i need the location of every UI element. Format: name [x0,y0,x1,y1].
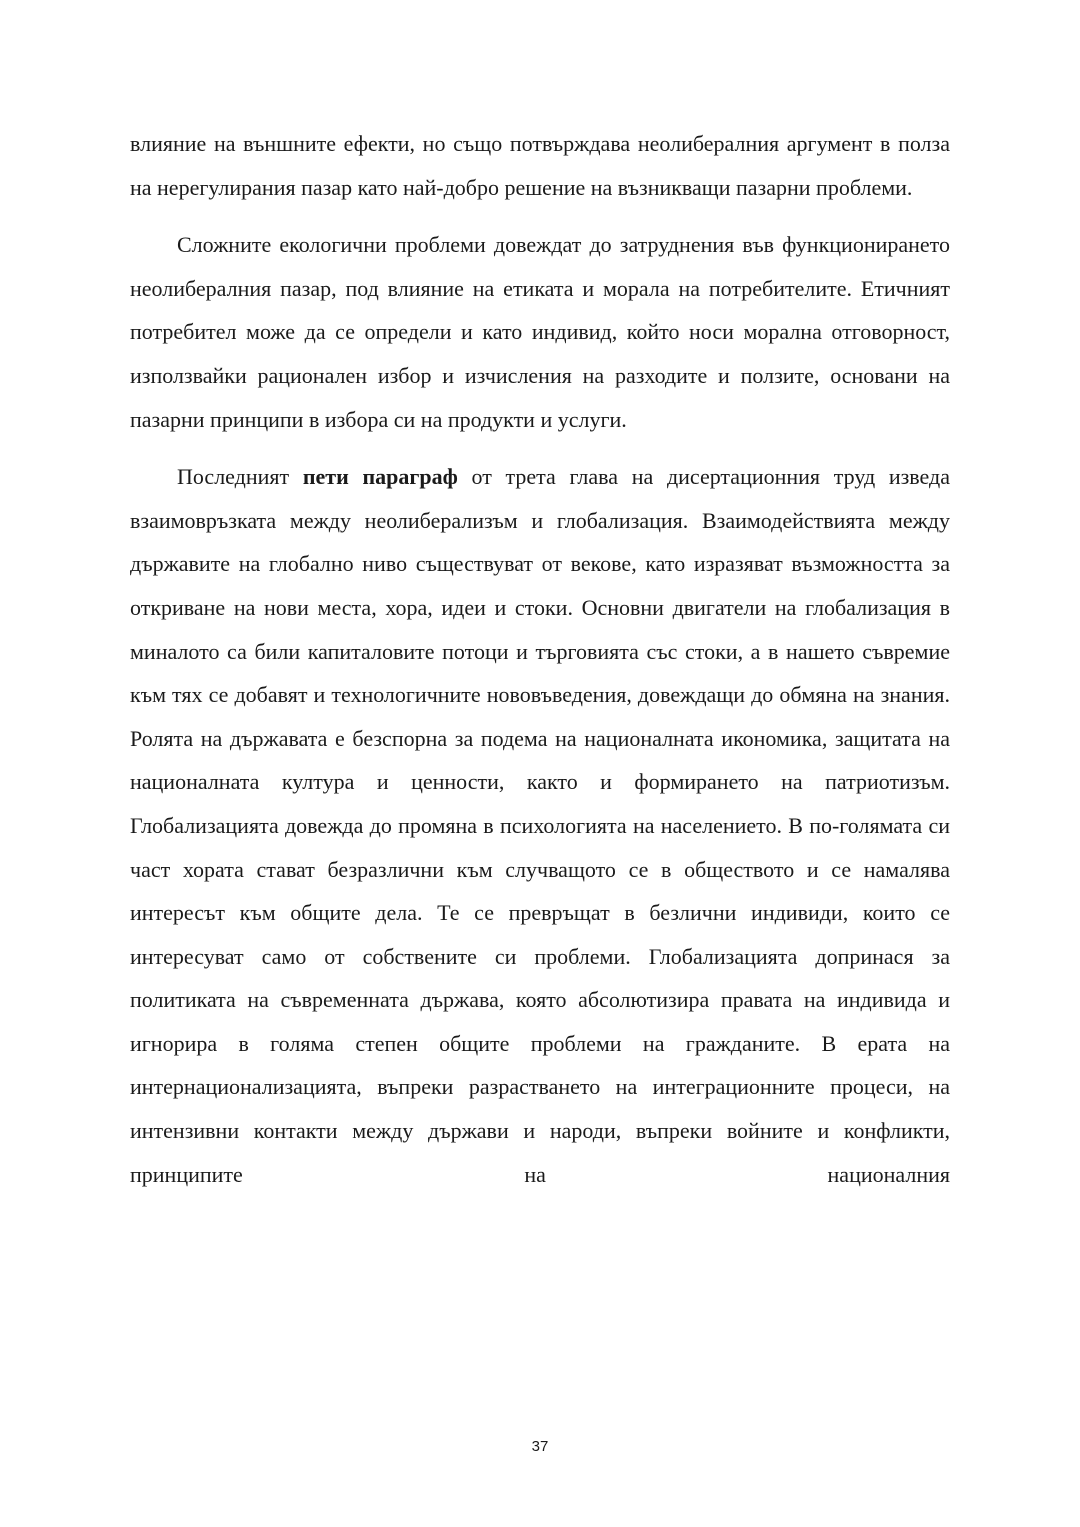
paragraph-1: влияние на външните ефекти, но също потвърждава неолибералния аргумент в полза на нерегулирания пазар като най-добро решение на възникващи пазарни проблеми. [130,131,950,200]
paragraph-3-body: от трета глава на дисертационния труд изведа взаимовръзката между неолиберализъм и глобализация. Взаимодействията между държавите на глобално ниво съществуват от векове, като изразяват възможността за откриване на нови места, хора, идеи и стоки. Основни двигатели на глобализация в миналото са били капиталовите потоци и търговията със стоки, а в нашето съвремие към тях се добавят и технологичните нововъведения, довеждащи до обмяна на знания. Ролята на държавата е безспорна за подема на националната икономика, защитата на националната култура и ценности, както и формирането на патриотизъм. Глобализацията довежда до промяна в психологията на населението. В по-голямата си част хората стават безразлични към случващото се в обществото и се намалява интересът към общите дела. Те се превръщат в безлични индивиди, които се интересуват само от собствените си проблеми. Глобализацията допринася за политиката на съвременната държава, която абсолютизира правата на индивида и игнорира в голяма степен общите проблеми на гражданите. В ерата на интернационализацията, въпреки разрастването на интеграционните процеси, на интензивни контакти между държави и народи, въпреки войните и конфликти, принципите на националния [130,464,950,1187]
page-body [130,122,950,1210]
paragraph-3-intro: Последният [177,464,303,490]
paragraph-3-bold-term: пети параграф [302,464,458,490]
paragraph-2: Сложните екологични проблеми довеждат до затруднения във функционирането неолибералния пазар, под влияние на етиката и морала на потребителите. Етичният потребител може да се определи и като индивид, който носи морална отговорност, използвайки рационален избор и изчисления на разходите и ползите, основани на пазарни принципи в избора си на продукти и услуги. [130,232,950,432]
page-number: 37 [531,1438,549,1455]
paragraph-3 [130,455,950,1196]
